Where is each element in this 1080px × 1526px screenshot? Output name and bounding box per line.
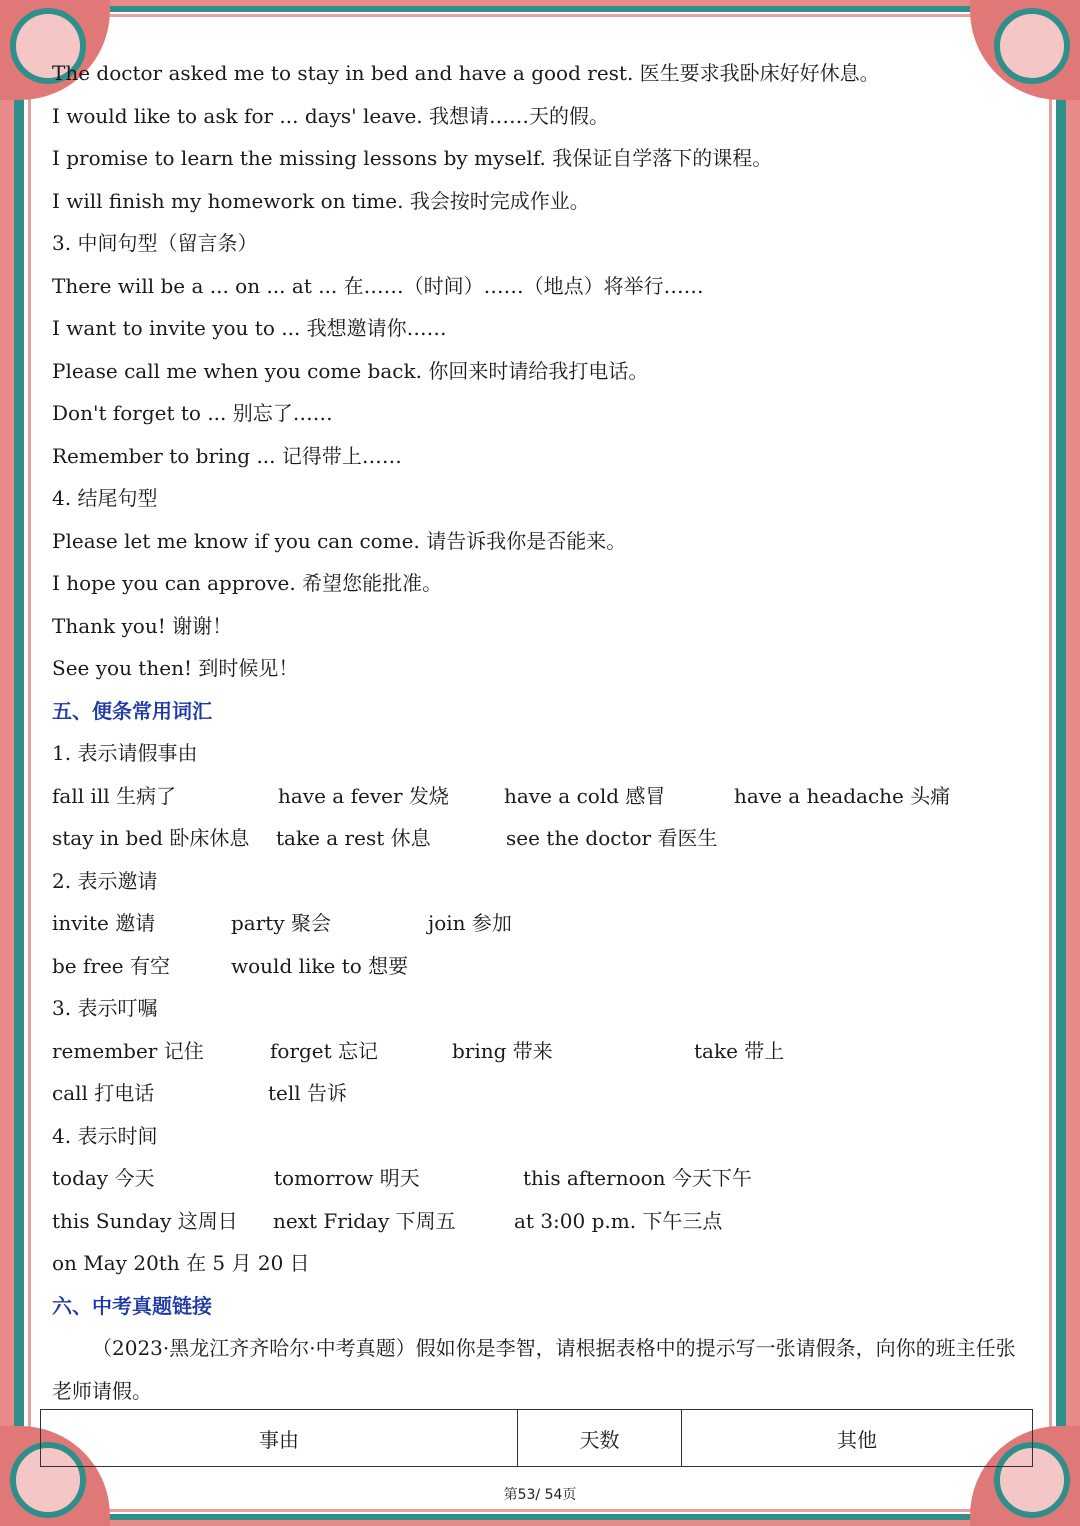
sentence-line: See you then! 到时候见！ <box>52 656 299 680</box>
vocab-item: have a cold 感冒 <box>504 783 666 808</box>
leave-info-table <box>40 1409 1033 1467</box>
vocab-item: join 参加 <box>428 911 512 935</box>
vocab-item: next Friday 下周五 <box>273 1208 456 1233</box>
vocab-item: today 今天 <box>52 1166 155 1190</box>
sentence-line: I hope you can approve. 希望您能批准。 <box>52 571 443 595</box>
vocab-item: would like to 想要 <box>231 953 409 978</box>
table-row <box>41 1410 1033 1467</box>
subheading: 4. 结尾句型 <box>52 486 158 510</box>
vocab-item: take 带上 <box>694 1038 785 1063</box>
vocab-item: stay in bed 卧床休息 <box>52 826 250 850</box>
vocab-item: remember 记住 <box>52 1038 204 1063</box>
sentence-line: I want to invite you to ... 我想邀请你…… <box>52 316 447 340</box>
sentence-line: Please call me when you come back. 你回来时请给我打电话。 <box>52 358 649 383</box>
vocab-item: have a fever 发烧 <box>278 783 449 808</box>
vocab-item: fall ill 生病了 <box>52 783 177 808</box>
sentence-line: I will finish my homework on time. 我会按时完成作业。 <box>52 188 590 213</box>
vocab-row: on May 20th 在 5 月 20 日 <box>52 1251 310 1275</box>
sentence-line: Don't forget to ... 别忘了…… <box>52 401 333 425</box>
section-heading: 五、便条常用词汇 <box>52 698 212 723</box>
vocab-row <box>52 817 1032 860</box>
subheading: 2. 表示邀请 <box>52 868 158 893</box>
section-heading: 六、中考真题链接 <box>52 1293 212 1318</box>
subheading: 3. 中间句型（留言条） <box>52 231 258 255</box>
vocab-item: tomorrow 明天 <box>274 1166 420 1190</box>
vocab-item: have a headache 头痛 <box>734 783 951 808</box>
vocab-item: invite 邀请 <box>52 911 156 935</box>
question-paragraph: （2023·黑龙江齐齐哈尔·中考真题）假如你是李智，请根据表格中的提示写一张请假条，向你的班主任张老师请假。 <box>52 1336 1016 1403</box>
vocab-item: forget 忘记 <box>270 1038 379 1063</box>
vocab-item: call 打电话 <box>52 1081 155 1105</box>
vocab-item: be free 有空 <box>52 953 170 978</box>
vocab-item: take a rest 休息 <box>276 826 431 850</box>
vocab-item: this Sunday 这周日 <box>52 1208 238 1233</box>
subheading: 1. 表示请假事由 <box>52 741 198 765</box>
vocab-row <box>52 1030 1032 1073</box>
sentence-line: Thank you! 谢谢！ <box>52 613 233 638</box>
vocab-row <box>52 1157 1032 1200</box>
vocab-item: party 聚会 <box>231 911 331 935</box>
table-header-cell: 其他 <box>682 1410 1033 1467</box>
sentence-line: I would like to ask for ... days' leave. 我想请……天的假。 <box>52 103 610 128</box>
table-header-cell: 天数 <box>518 1410 682 1467</box>
sentence-line: Remember to bring ... 记得带上…… <box>52 443 402 468</box>
vocab-row <box>52 1200 1032 1243</box>
vocab-item: this afternoon 今天下午 <box>523 1166 752 1190</box>
sentence-line: Please let me know if you can come. 请告诉我你是否能来。 <box>52 528 627 553</box>
vocab-item: bring 带来 <box>452 1038 553 1063</box>
vocab-item: tell 告诉 <box>268 1081 348 1105</box>
page-number: 第53/ 54页 <box>503 1487 577 1503</box>
sentence-line: The doctor asked me to stay in bed and have a good rest. 医生要求我卧床好好休息。 <box>52 61 880 85</box>
document-body <box>52 52 1032 1412</box>
sentence-line: I promise to learn the missing lessons by myself. 我保证自学落下的课程。 <box>52 146 773 170</box>
sentence-line: There will be a ... on ... at ... 在……（时间）……（地点）将举行…… <box>52 273 704 298</box>
subheading: 4. 表示时间 <box>52 1123 158 1148</box>
subheading: 3. 表示叮嘱 <box>52 996 158 1020</box>
vocab-row <box>52 902 1032 945</box>
vocab-item: at 3:00 p.m. 下午三点 <box>514 1208 723 1233</box>
vocab-row <box>52 1072 1032 1115</box>
vocab-row <box>52 945 1032 988</box>
vocab-item: see the doctor 看医生 <box>506 826 718 850</box>
table-header-cell: 事由 <box>41 1410 518 1467</box>
vocab-row <box>52 775 1032 818</box>
